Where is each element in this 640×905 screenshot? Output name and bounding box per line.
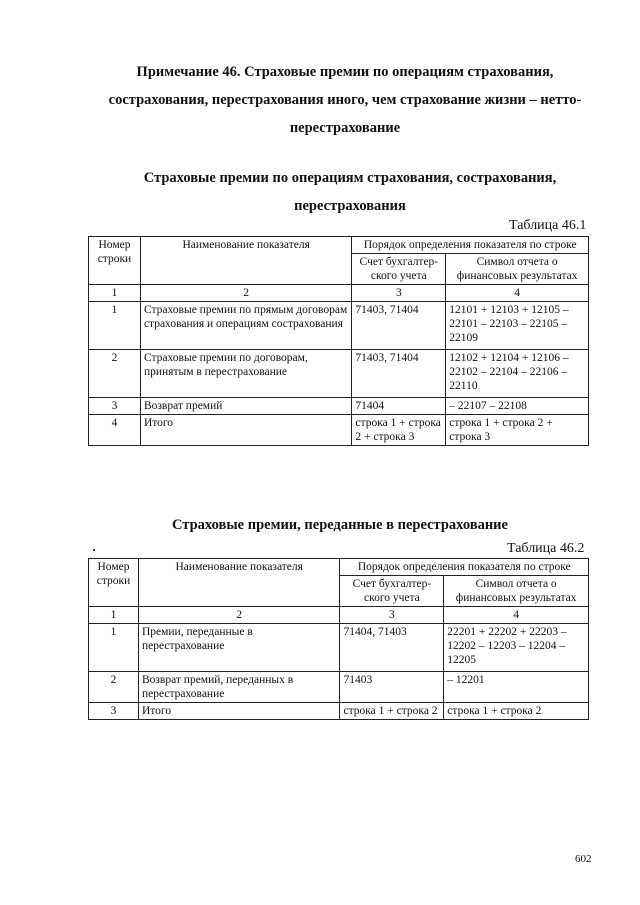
row-account: 71404, 71403 [340,624,444,672]
row-no: 2 [89,350,141,398]
table-header-row [89,559,589,576]
colnum: 1 [89,607,139,624]
row-symbol: – 22107 – 22108 [446,398,589,415]
colnum: 2 [140,285,351,302]
table-header-row [89,237,589,254]
ceded-premiums-table [88,558,589,720]
table-row [89,398,589,415]
table-1-caption: Таблица 46.1 [509,218,587,233]
row-symbol: 22201 + 22202 + 22203 – 12202 – 12203 – 12204 – 12205 [444,624,589,672]
row-account: строка 1 + строка 2 + строка 3 [352,415,446,446]
row-symbol: строка 1 + строка 2 + строка 3 [446,415,589,446]
row-name: Премии, переданные в перестрахование [138,624,340,672]
row-name: Возврат премий, переданных в перестрахование [138,672,340,703]
row-account: 71403 [340,672,444,703]
row-account: строка 1 + строка 2 [340,703,444,720]
table-row [89,624,589,672]
page-number: 602 [575,853,592,865]
colnum: 3 [340,607,444,624]
row-name: Итого [140,415,351,446]
colnum: 1 [89,285,141,302]
row-symbol: 12102 + 12104 + 12106 – 22102 – 22104 – 22106 – 22110 [446,350,589,398]
colnum: 3 [352,285,446,302]
header-account: Счет бухгалтер-ского учета [340,576,444,607]
header-row-no: Номер строки [89,237,141,285]
scan-mark [93,549,95,551]
row-no: 1 [89,302,141,350]
row-account: 71403, 71404 [352,302,446,350]
row-no: 2 [89,672,139,703]
row-no: 3 [89,398,141,415]
table-row [89,703,589,720]
column-number-row [89,285,589,302]
row-no: 1 [89,624,139,672]
row-account: 71404 [352,398,446,415]
header-symbol: Символ отчета о финансовых результатах [444,576,589,607]
section-2-title: Страховые премии, переданные в перестрахование [172,517,508,533]
table-row [89,415,589,446]
table-2-caption: Таблица 46.2 [507,541,585,556]
table-row [89,672,589,703]
row-no: 3 [89,703,139,720]
header-indicator: Наименование показателя [138,559,340,607]
table-row [89,350,589,398]
row-name: Страховые премии по договорам, принятым в перестрахование [140,350,351,398]
row-name: Возврат премий [140,398,351,415]
header-account: Счет бухгалтер-ского учета [352,254,446,285]
row-name: Итого [138,703,340,720]
colnum: 4 [444,607,589,624]
header-indicator: Наименование показателя [140,237,351,285]
section-1-title: Страховые премии по операциям страхования, сострахования, перестрахования [143,170,557,214]
header-row-no: Номер строки [89,559,139,607]
row-name: Страховые премии по прямым договорам страхования и операциям сострахования [140,302,351,350]
row-no: 4 [89,415,141,446]
header-symbol: Символ отчета о финансовых результатах [446,254,589,285]
note-title: Примечание 46. Страховые премии по операциям страхования, сострахования, перестрахования иного, чем страхование жизни – нетто-перестрахование [108,64,582,136]
header-order: Порядок определения показателя по строке [340,559,589,576]
colnum: 4 [446,285,589,302]
row-symbol: – 12201 [444,672,589,703]
premiums-table [88,236,589,446]
column-number-row [89,607,589,624]
table-row [89,302,589,350]
row-account: 71403, 71404 [352,350,446,398]
colnum: 2 [138,607,340,624]
row-symbol: 12101 + 12103 + 12105 – 22101 – 22103 – 22105 – 22109 [446,302,589,350]
header-order: Порядок определения показателя по строке [352,237,589,254]
row-symbol: строка 1 + строка 2 [444,703,589,720]
